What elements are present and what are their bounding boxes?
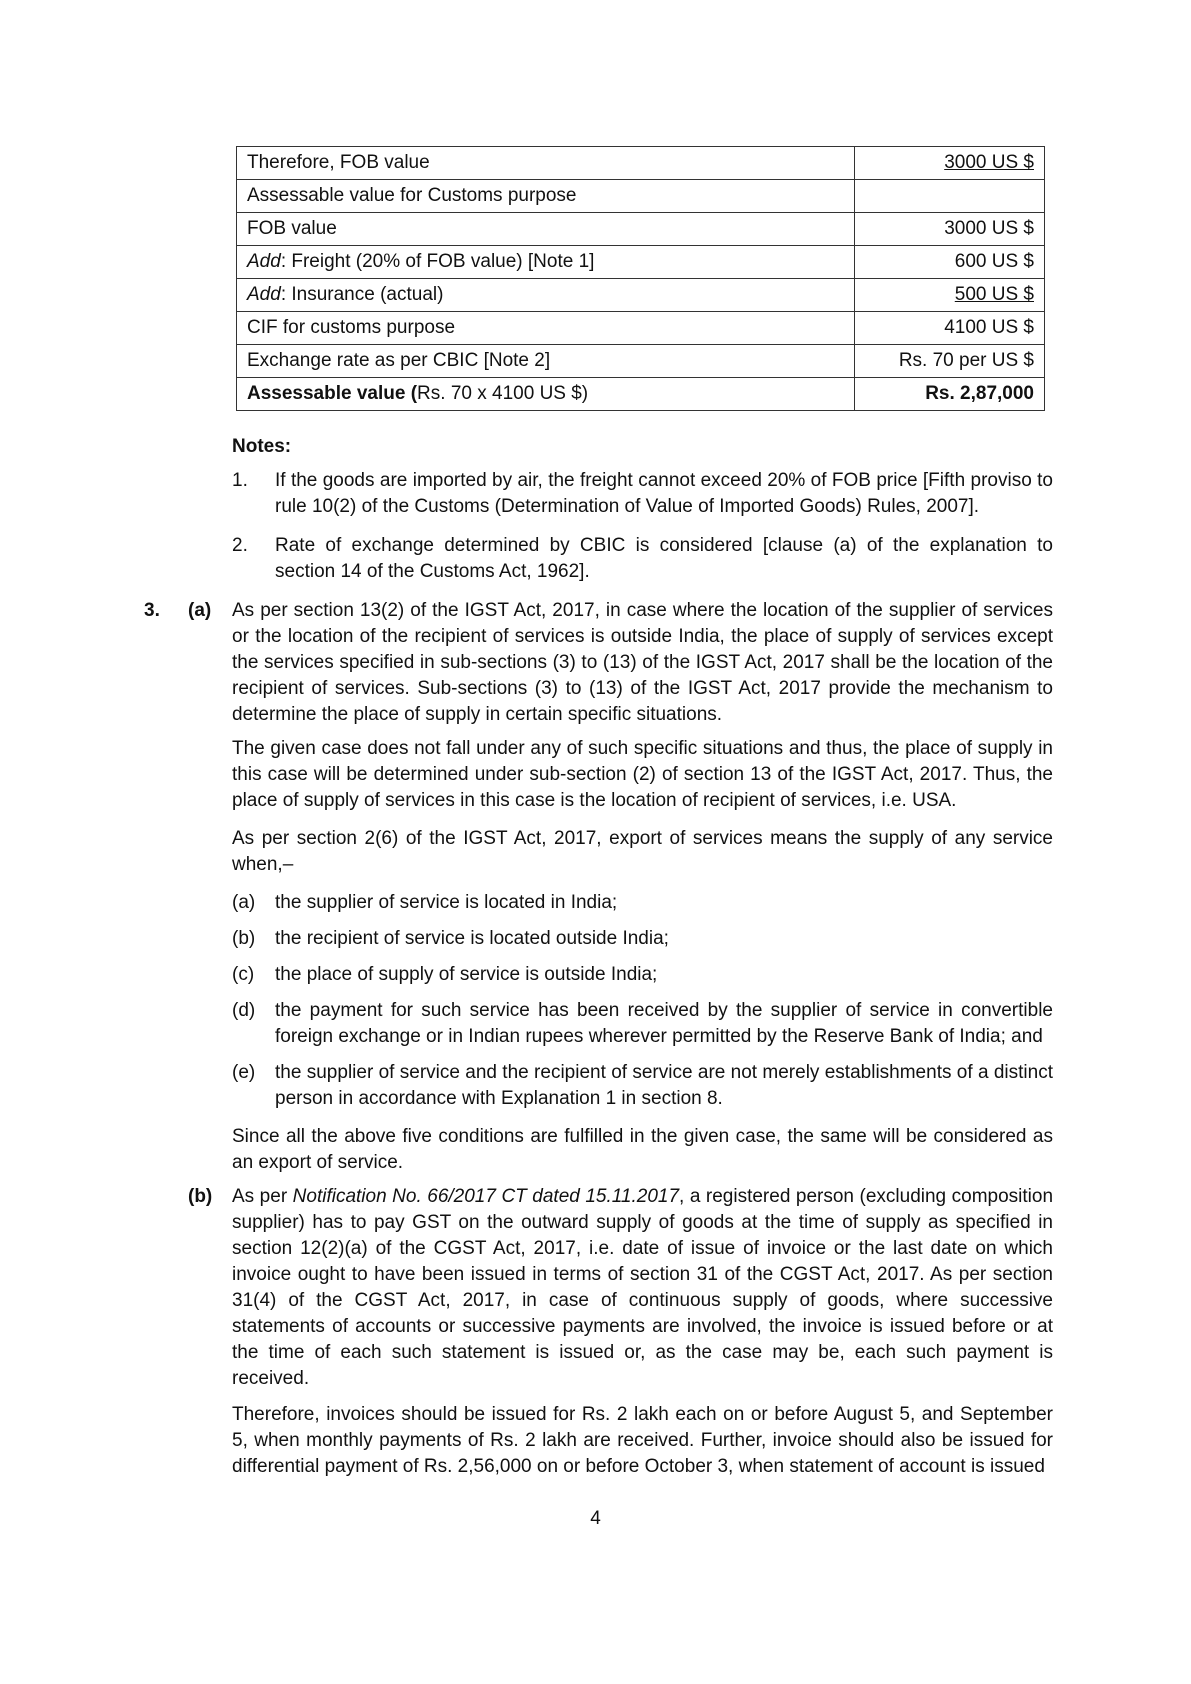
note-text: Rate of exchange determined by CBIC is considered [clause (a) of the explanation to section 14 of the Customs Act, 1962]. [275,535,1053,582]
assessable-value-table [236,146,1045,411]
row-label-prefix: Add [247,284,281,305]
paragraph: The given case does not fall under any of such specific situations and thus, the place of supply in this case will be determined under sub-section (2) of section 13 of the IGST Act, 2017. Thus, the place of supply of services in this case is the location of recipient of services, i.e. USA. [232,738,1053,811]
condition-label: (b) [232,928,256,949]
row-label: Assessable value for Customs purpose [237,180,855,213]
row-label: CIF for customs purpose [237,312,855,345]
condition-text: the place of supply of service is outside India; [275,964,658,985]
row-amount: Rs. 2,87,000 [855,378,1045,411]
condition-text: the payment for such service has been received by the supplier of service in convertible foreign exchange or in Indian rupees wherever permitted by the Reserve Bank of India; and [275,1000,1053,1047]
row-amount [855,180,1045,213]
row-label: : Insurance (actual) [280,284,444,305]
paragraph: As per section 2(6) of the IGST Act, 2017, export of services means the supply of any service when,– [232,828,1053,875]
row-label: Therefore, FOB value [237,147,855,180]
row-amount: 3000 US $ [944,152,1034,173]
row-label: Rs. 70 x 4100 US $) [417,383,589,404]
row-label: Exchange rate as per CBIC [Note 2] [237,345,855,378]
page-number: 4 [590,1508,601,1529]
part-label: (b) [188,1186,213,1207]
paragraph: As per Notification No. 66/2017 CT dated 15.11.2017, a registered person (excluding composition supplier) has to pay GST on the outward supply of goods at the time of supply as specified in section 12(2)(a) of the CGST Act, 2017, i.e. date of issue of invoice or the last date on which invoice ought to have been issued in terms of section 31 of the CGST Act, 2017. As per section 31(4) of the CGST Act, 2017, in case of continuous supply of goods, where successive statements of accounts or successive payments are involved, the invoice is issued before or at the time of each such statement is issued or, as the case may be, each such payment is received. [232,1186,1054,1389]
paragraph: Therefore, invoices should be issued for Rs. 2 lakh each on or before August 5, and September 5, when monthly payments of Rs. 2 lakh are received. Further, invoice should also be issued for differential payment of Rs. 2,56,000 on or before October 3, when statement of account is issued [232,1404,1053,1477]
row-amount: Rs. 70 per US $ [855,345,1045,378]
row-amount: 3000 US $ [855,213,1045,246]
notes-title: Notes: [232,436,292,457]
table-row [237,246,1045,279]
row-label: : Freight (20% of FOB value) [Note 1] [280,251,595,272]
part-label: (a) [188,600,212,621]
note-number: 2. [232,535,248,556]
row-label: FOB value [237,213,855,246]
row-amount: 500 US $ [954,284,1034,305]
row-amount: 600 US $ [855,246,1045,279]
condition-text: the recipient of service is located outside India; [275,928,669,949]
table-row [237,213,1045,246]
note-number: 1. [232,470,248,491]
question-number: 3. [144,600,160,621]
table-row [237,147,1045,180]
table-row [237,279,1045,312]
condition-label: (a) [232,892,256,913]
note-text: If the goods are imported by air, the freight cannot exceed 20% of FOB price [Fifth proviso to rule 10(2) of the Customs (Determination of Value of Imported Goods) Rules, 2007]. [275,470,1053,517]
condition-label: (d) [232,1000,256,1021]
paragraph: As per section 13(2) of the IGST Act, 2017, in case where the location of the supplier of services or the location of the recipient of services is outside India, the place of supply of services except the services specified in sub-sections (3) to (13) of the IGST Act, 2017 shall be the location of the recipient of services. Sub-sections (3) to (13) of the IGST Act, 2017 provide the mechanism to determine the place of supply in certain specific situations. [232,600,1053,725]
condition-label: (e) [232,1062,256,1083]
table-row [237,312,1045,345]
paragraph: Since all the above five conditions are fulfilled in the given case, the same will be considered as an export of service. [232,1126,1053,1173]
condition-text: the supplier of service is located in India; [275,892,618,913]
table-row [237,180,1045,213]
row-label-prefix: Add [247,251,281,272]
notification-reference: Notification No. 66/2017 CT dated 15.11.2017 [292,1186,680,1207]
table-row [237,378,1045,411]
row-label-bold: Assessable value ( [247,383,418,404]
table-row [237,345,1045,378]
condition-text: the supplier of service and the recipient of service are not merely establishments of a distinct person in accordance with Explanation 1 in section 8. [275,1062,1053,1109]
condition-label: (c) [232,964,255,985]
row-amount: 4100 US $ [855,312,1045,345]
